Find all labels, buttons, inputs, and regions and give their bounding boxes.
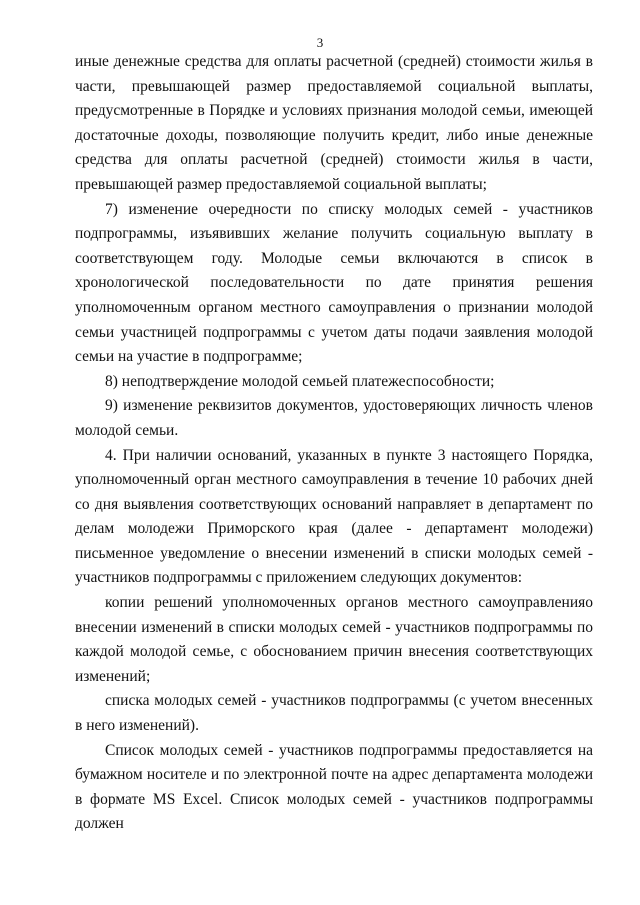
paragraph-item-7: 7) изменение очередности по списку молодых семей - участников подпрограммы, изъявивших желание получить социальную выплату в соответствующем году. Молодые семьи включаются в список в хронологической последовательности по дате принятия решения уполномоченным органом местного самоуправления о признании молодой семьи участницей подпрограммы с учетом даты подачи заявления молодой семьи на участие в подпрограмме;	[75, 200, 593, 366]
paragraph-list-submission: Список молодых семей - участников подпрограммы предоставляется на бумажном носителе и по электронной почте на адрес департамента молодежи в формате MS Excel. Список молодых семей - участников подпрограммы должен	[75, 741, 593, 833]
paragraph-continuation: иные денежные средства для оплаты расчетной (средней) стоимости жилья в части, превышающей размер предоставляемой социальной выплаты, предусмотренные в Порядке и условиях признания молодой семьи, имеющей достаточные доходы, позволяющие получить кредит, либо иные денежные средства для оплаты расчетной (средней) стоимости жилья в части, превышающей размер предоставляемой социальной выплаты;	[75, 53, 593, 193]
paragraph-item-9: 9) изменение реквизитов документов, удостоверяющих личность членов молодой семьи.	[75, 397, 593, 439]
paragraph-item-8: 8) неподтверждение молодой семьей платежеспособности;	[105, 372, 495, 390]
document-body	[75, 50, 593, 837]
paragraph-section-4: 4. При наличии оснований, указанных в пункте 3 настоящего Порядка, уполномоченный орган местного самоуправления в течение 10 рабочих дней со дня выявления соответствующих оснований направляет в департамент по делам молодежи Приморского края (далее - департамент молодежи) письменное уведомление о внесении изменений в списки молодых семей - участников подпрограммы с приложением следующих документов:	[75, 446, 593, 587]
paragraph-copies-of-decisions: копии решений уполномоченных органов местного самоуправленияо внесении изменений в списки молодых семей - участников подпрограммы по каждой молодой семье, с обоснованием причин внесения соответствующих изменений;	[75, 594, 593, 685]
page-number: 3	[316, 35, 324, 50]
paragraph-list-of-families: списка молодых семей - участников подпрограммы (с учетом внесенных в него изменений).	[75, 692, 593, 735]
